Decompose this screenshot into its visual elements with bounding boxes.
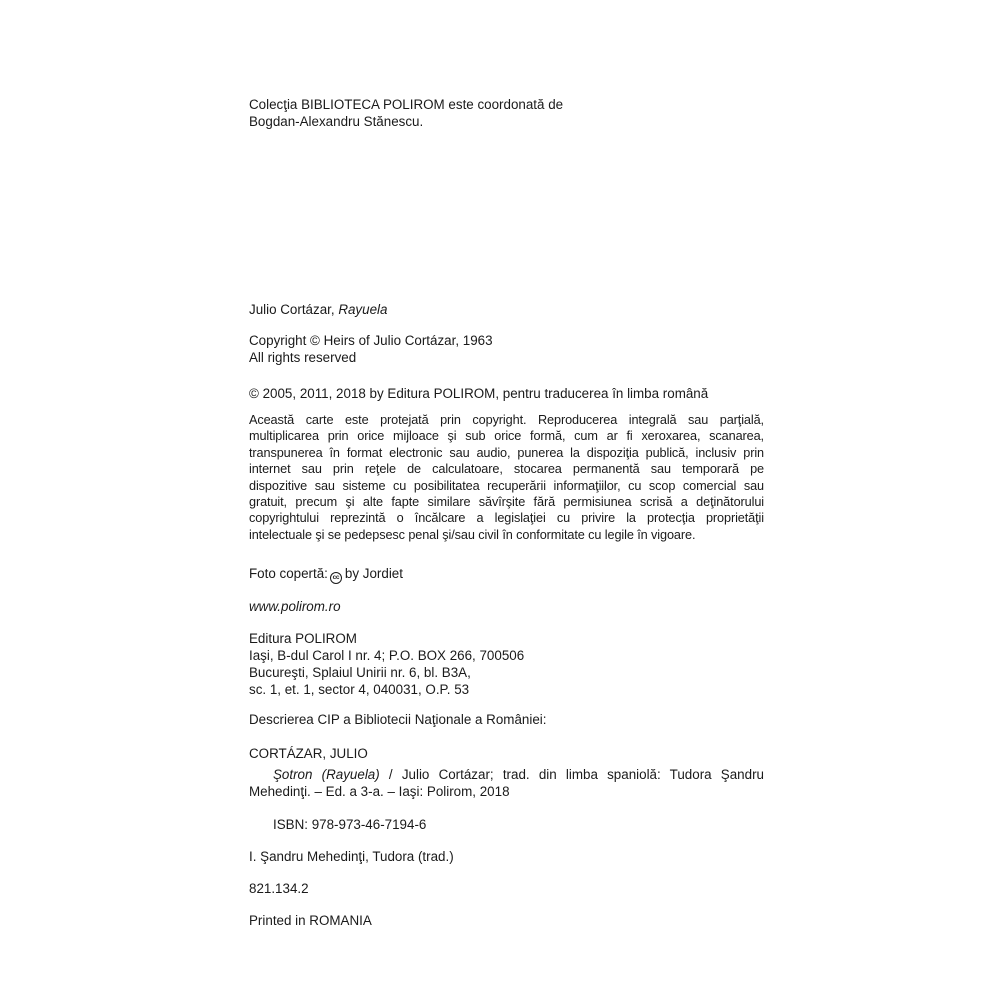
cip-entry-title: Şotron (Rayuela) bbox=[273, 767, 380, 782]
cover-photo-label: Foto copertă: bbox=[249, 566, 328, 581]
original-author: Julio Cortázar, bbox=[249, 302, 339, 317]
cip-entry-line1 bbox=[249, 766, 764, 783]
copyright-line: Copyright © Heirs of Julio Cortázar, 1963 bbox=[249, 333, 493, 348]
publisher-name: Editura POLIROM bbox=[249, 631, 357, 646]
publisher-address-sector: sc. 1, et. 1, sector 4, 040031, O.P. 53 bbox=[249, 682, 470, 697]
legal-notice-line: dispozitive sau sisteme cu posibilitatea recuperării informaţiilor, cu scop comercial sau bbox=[249, 478, 764, 493]
original-title: Rayuela bbox=[338, 302, 388, 317]
legal-notice bbox=[249, 412, 764, 543]
cip-entry bbox=[249, 766, 764, 800]
publisher-address-bucuresti: Bucureşti, Splaiul Unirii nr. 6, bl. B3A, bbox=[249, 665, 471, 680]
cip-author-heading: CORTÁZAR, JULIO bbox=[249, 746, 368, 761]
collection-note-line2: Bogdan-Alexandru Stănescu. bbox=[249, 114, 424, 129]
website bbox=[249, 598, 764, 615]
legal-notice-line: intelectuale şi se pedepsesc penal şi/sau civil în conformitate cu legile în vigoare. bbox=[249, 527, 696, 542]
cip-entry-line2: Mehedinţi. – Ed. a 3-a. – Iaşi: Polirom, 2018 bbox=[249, 784, 510, 799]
cip-entry-rest: / Julio Cortázar; trad. din limba spaniolă: Tudora Şandru bbox=[379, 767, 764, 782]
legal-notice-line: transpunerea în format electronic sau audio, punerea la dispoziţia publică, inclusiv prin bbox=[249, 445, 764, 460]
legal-notice-line: internet sau prin reţele de calculatoare, stocarea permanentă sau temporară pe bbox=[249, 462, 764, 477]
cc-icon: cc bbox=[330, 572, 342, 584]
cip-contributor: I. Şandru Mehedinţi, Tudora (trad.) bbox=[249, 849, 454, 864]
cover-photo-credit bbox=[249, 565, 764, 584]
legal-notice-line: Această carte este protejată prin copyright. Reproducerea integrală sau parţială, bbox=[249, 413, 764, 427]
cover-photo-author: by Jordiet bbox=[344, 566, 403, 581]
copyright-page bbox=[249, 0, 764, 1000]
printed-in: Printed in ROMANIA bbox=[249, 913, 372, 928]
publisher-address-iasi: Iaşi, B-dul Carol I nr. 4; P.O. BOX 266, 700506 bbox=[249, 648, 525, 663]
website-link[interactable]: www.polirom.ro bbox=[249, 599, 341, 614]
copyright-block bbox=[249, 332, 764, 366]
collection-note-line1: Colecţia BIBLIOTECA POLIROM este coordonată de bbox=[249, 97, 564, 112]
publisher-info bbox=[249, 630, 764, 698]
legal-notice-line: gratuit, precum şi alte fapte similare săvîrşite fără permisiunea scrisă a deţinătorului bbox=[249, 495, 764, 510]
cip-classification: 821.134.2 bbox=[249, 881, 309, 896]
title-line bbox=[249, 301, 764, 318]
rights-reserved-line: All rights reserved bbox=[249, 350, 357, 365]
legal-notice-line: multiplicarea prin orice mijloace şi sub orice formă, cum ar fi xeroxarea, scanarea, bbox=[249, 429, 764, 444]
legal-notice-line: copyrightului reprezintă o încălcare a legislaţiei cu privire la protecţia proprietăţii bbox=[249, 511, 764, 526]
cip-header: Descrierea CIP a Bibliotecii Naţionale a României: bbox=[249, 712, 547, 727]
isbn: ISBN: 978-973-46-7194-6 bbox=[273, 817, 427, 832]
translation-copyright: © 2005, 2011, 2018 by Editura POLIROM, pentru traducerea în limba română bbox=[249, 386, 709, 401]
collection-note bbox=[249, 96, 764, 130]
